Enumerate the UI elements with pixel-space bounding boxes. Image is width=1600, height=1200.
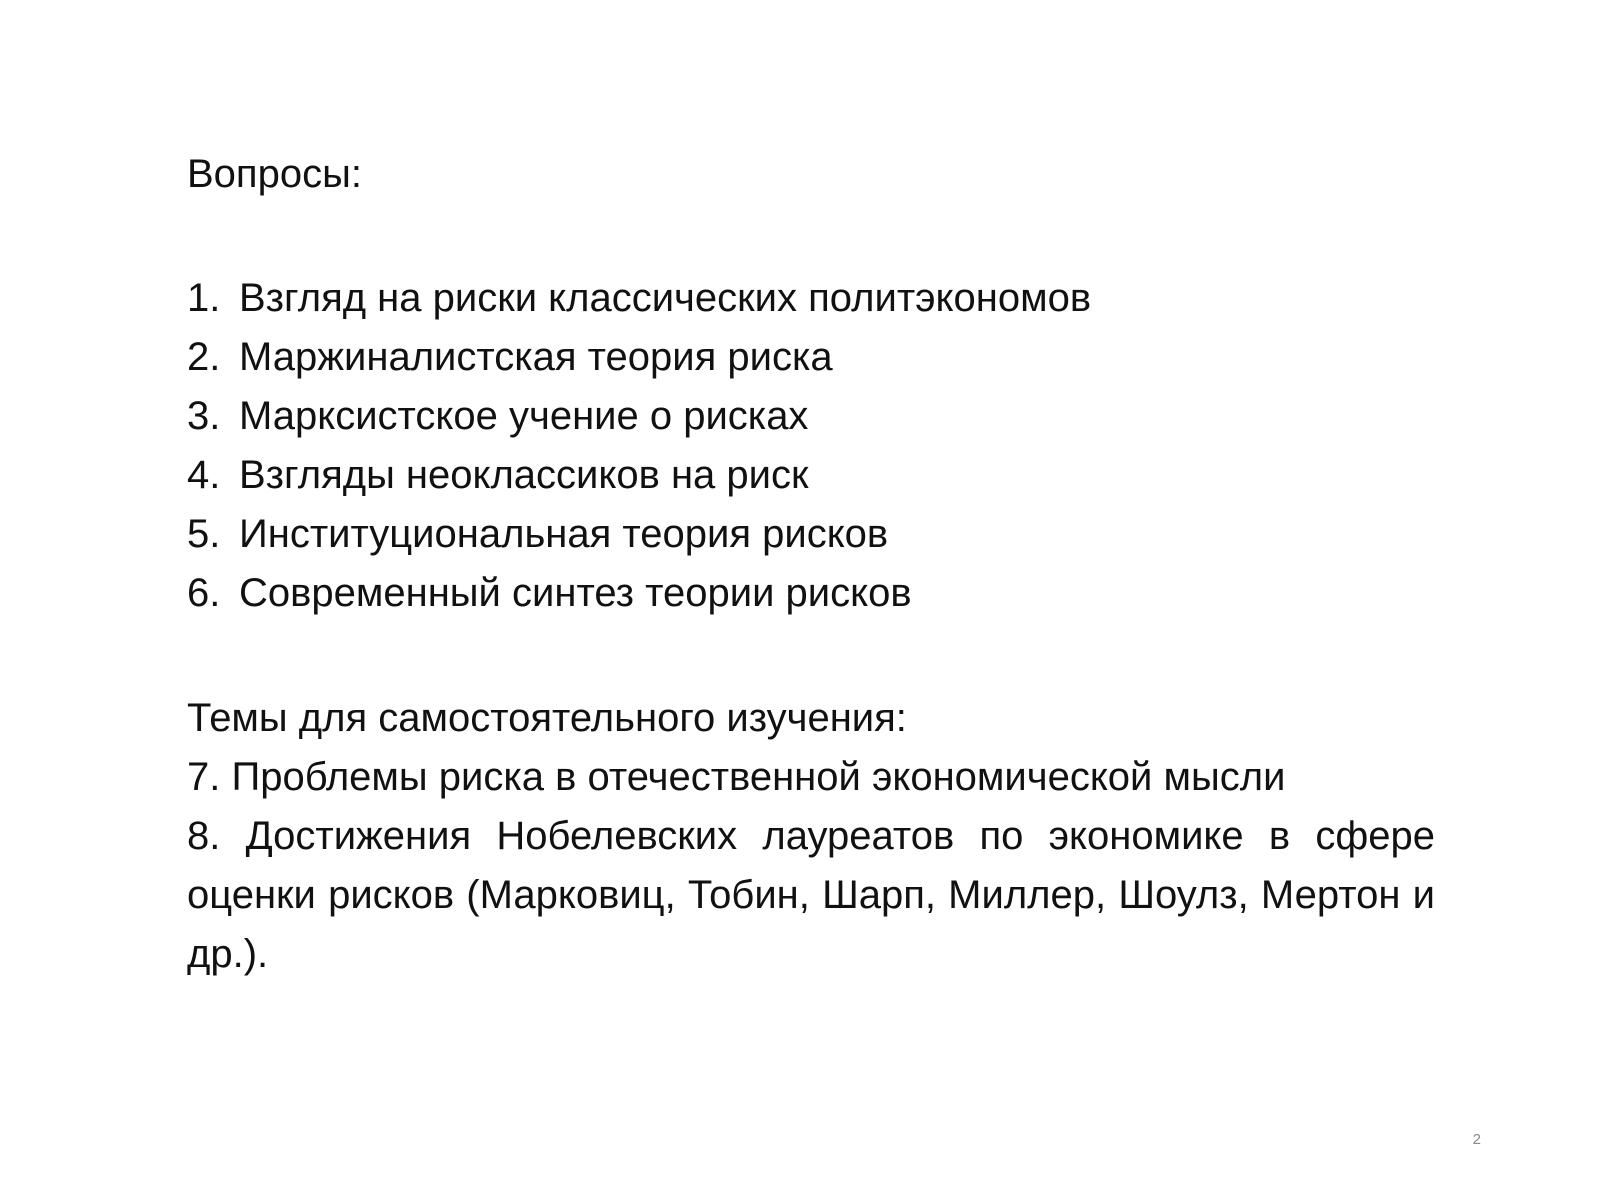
list-item <box>187 387 1435 446</box>
item-number: 4. <box>187 453 221 497</box>
item-number: 3. <box>187 394 221 438</box>
list-item <box>187 446 1435 505</box>
item-text: Маржиналистская теория риска <box>239 335 833 379</box>
list-item <box>187 328 1435 387</box>
item-number: 1. <box>187 276 221 320</box>
self-study-heading: Темы для самостоятельного изучения: <box>187 696 907 740</box>
questions-heading: Вопросы: <box>187 152 362 196</box>
item-text: Взгляд на риски классических политэкономов <box>239 276 1092 320</box>
item-number: 6. <box>187 571 221 615</box>
list-item <box>187 564 1435 623</box>
questions-list <box>187 269 1435 623</box>
list-item <box>187 269 1435 328</box>
self-study-topic-7: 7. Проблемы риска в отечественной экономической мысли <box>187 755 1286 799</box>
page-number: 2 <box>1472 1131 1481 1148</box>
item-text: Взгляды неоклассиков на риск <box>239 453 809 497</box>
item-text: Современный синтез теории рисков <box>239 571 912 615</box>
list-item <box>187 505 1435 564</box>
item-number: 2. <box>187 335 221 379</box>
item-number: 5. <box>187 512 221 556</box>
slide-content <box>187 145 1435 984</box>
self-study-topic-8: 8. Достижения Нобелевских лауреатов по экономике в сфере оценки рисков (Марковиц, Тобин, Шарп, Миллер, Шоулз, Мертон и др.). <box>187 814 1435 976</box>
item-text: Марксистское учение о рисках <box>239 394 809 438</box>
item-text: Институциональная теория рисков <box>239 512 889 556</box>
